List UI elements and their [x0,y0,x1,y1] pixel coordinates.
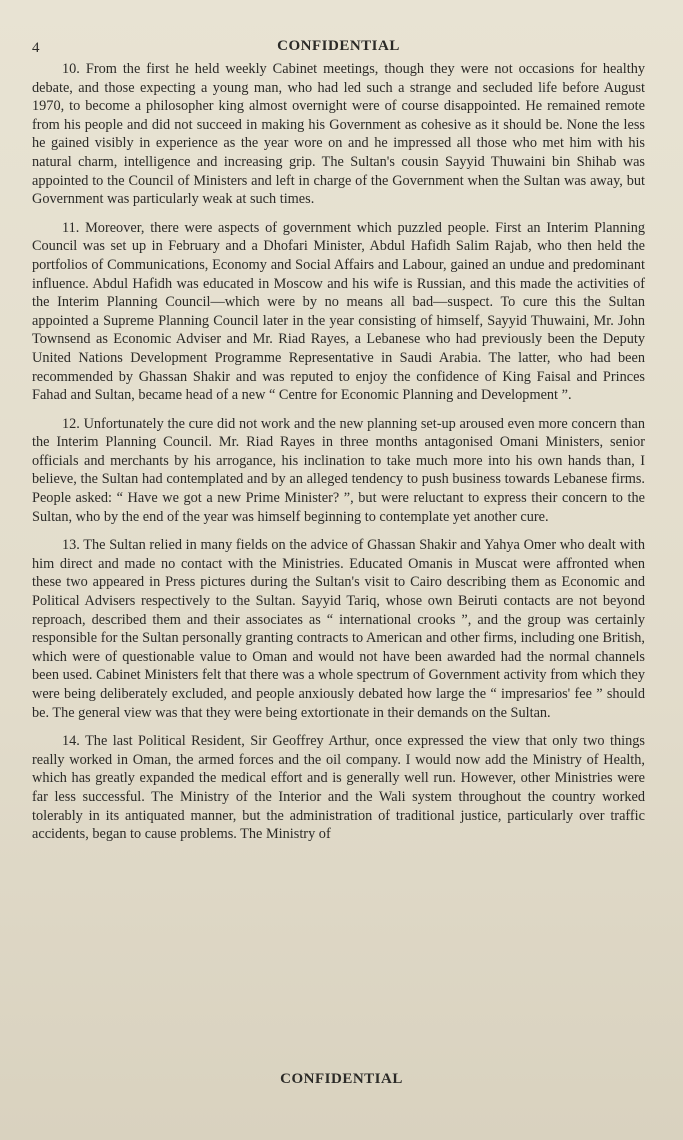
body-text [32,60,645,844]
paragraph-12: 12. Unfortunately the cure did not work and the new planning set-up aroused even more concern than the Interim Planning Council. Mr. Riad Rayes in three months antagonised Omani Ministers, senior officials and merchants by his arrogance, his inclination to take much more into his own hands than, I believe, the Sultan had contemplated and by an alleged tendency to push business towards Lebanese firms. People asked: “ Have we got a new Prime Minister? ”, but were reluctant to express their concern to the Sultan, who by the end of the year was himself beginning to contemplate yet another cure. [32,415,645,525]
paragraph-10: 10. From the first he held weekly Cabinet meetings, though they were not occasions for healthy debate, and those expecting a young man, who had led such a strange and secluded life before August 1970, to become a philosopher king almost overnight were of course disappointed. He remained remote from his people and did not succeed in making his Government as cohesive as it should be. None the less he gained visibly in experience as the year wore on and he impressed all those who met him with his natural charm, intelligence and increasing grip. The Sultan's cousin Sayyid Thuwaini bin Shihab was appointed to the Council of Ministers and left in charge of the Government when the Sultan was away, but Government was particularly weak at such times. [32,61,645,208]
paragraph-14: 14. The last Political Resident, Sir Geoffrey Arthur, once expressed the view that only two things really worked in Oman, the armed forces and the oil company. I would now add the Ministry of Health, which has greatly expanded the medical effort and is generally well run. However, other Ministries were far less successful. The Ministry of the Interior and the Wali system throughout the country worked tolerably in its antiquated manner, but the administration of traditional justice, particularly over traffic accidents, began to cause problems. The Ministry of [32,733,645,843]
footer-classification: CONFIDENTIAL [280,1071,403,1087]
page-number: 4 [32,40,40,56]
page-header [32,0,645,60]
paragraph-13: 13. The Sultan relied in many fields on the advice of Ghassan Shakir and Yahya Omer who dealt with him direct and made no contact with the Ministries. Educated Omanis in Muscat were affronted when these two appeared in Press pictures during the Sultan's visit to Cairo describing them as Economic and Political Advisers respectively to the Sultan. Sayyid Tariq, whose own Beiruti contacts are not beyond reproach, described them and their associates as “ international crooks ”, and the group was certainly responsible for the Sultan personally granting contracts to American and other firms, including one British, which were of questionable value to Oman and would not have been awarded had the normal channels been used. Cabinet Ministers felt that there was a whole spectrum of Government activity from which they were being deliberately excluded, and people anxiously debated how large the “ impresarios' fee ” should be. The general view was that they were being extortionate in their demands on the Sultan. [32,537,645,721]
header-classification: CONFIDENTIAL [277,38,400,54]
paragraph-11: 11. Moreover, there were aspects of government which puzzled people. First an Interim Planning Council was set up in February and a Dhofari Minister, Abdul Hafidh Salim Rajab, who then held the portfolios of Communications, Economy and Social Affairs and Labour, gained an undue and predominant influence. Abdul Hafidh was educated in Moscow and his wife is Russian, and this made the activities of the Interim Planning Council—which were by no means all bad—suspect. To cure this the Sultan appointed a Supreme Planning Council later in the year consisting of himself, Sayyid Thuwaini, Mr. John Townsend as Economic Adviser and Mr. Riad Rayes, a Lebanese who had previously been the Deputy United Nations Development Programme Representative in Saudi Arabia. The latter, who had been recommended by Ghassan Shakir and was reputed to enjoy the confidence of King Faisal and Princes Fahad and Sultan, became head of a new “ Centre for Economic Planning and Development ”. [32,219,645,404]
